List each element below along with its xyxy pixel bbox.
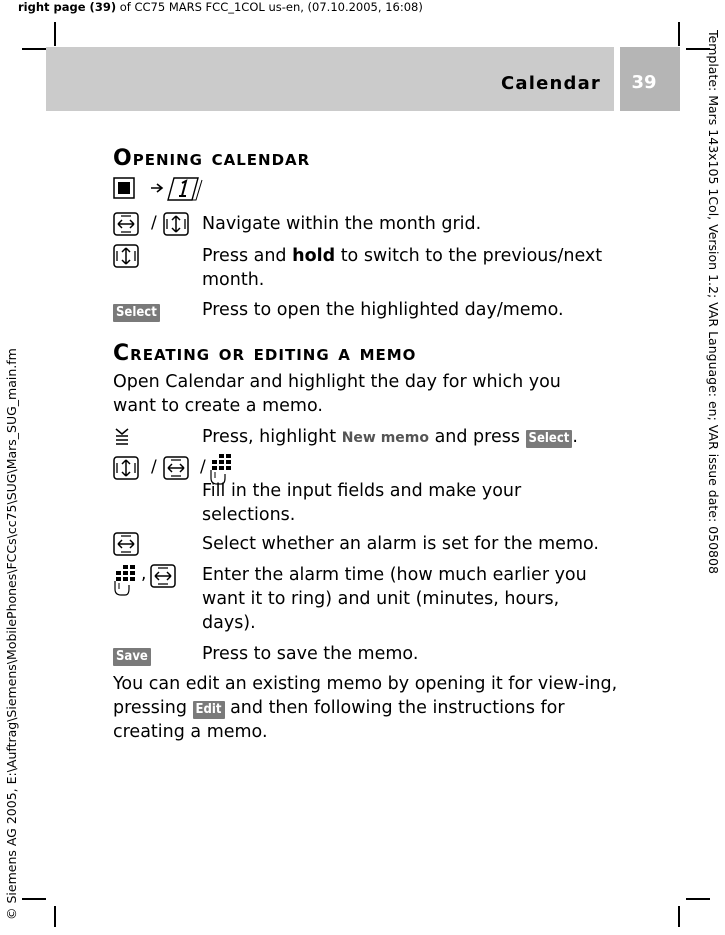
separator-slash: /	[151, 457, 157, 477]
crop-mark	[54, 22, 56, 46]
save-softkey: Save	[113, 645, 151, 666]
crop-mark	[22, 898, 46, 900]
menu-key-icon	[113, 177, 135, 203]
page-number: 39	[631, 72, 657, 93]
instruction-alarm-set: Select whether an alarm is set for the memo.	[202, 534, 599, 554]
crop-mark	[678, 906, 680, 927]
nav-key-left-right-icon	[163, 456, 189, 484]
arrow-right-icon	[150, 180, 166, 199]
instruction-hold: Press and hold to switch to the previous/next month.	[202, 246, 603, 290]
nav-key-up-down-icon	[113, 456, 139, 484]
instruction-navigate: Navigate within the month grid.	[202, 214, 482, 234]
select-softkey: Select	[113, 301, 160, 322]
section2-outro: You can edit an existing memo by opening it for view-ing, pressing Edit and then following the instructions for creating a memo.	[113, 674, 618, 742]
instruction-save: Press to save the memo.	[202, 644, 419, 664]
section-title-opening: Opening calendar	[113, 146, 311, 171]
print-info-line: right page (39) of CC75 MARS FCC_1COL us-en, (07.10.2005, 16:08)	[18, 0, 423, 14]
crop-mark	[686, 898, 710, 900]
keypad-icon	[111, 563, 141, 601]
instruction-alarm-time: Enter the alarm time (how much earlier you want it to ring) and unit (minutes, hours, days).	[202, 565, 587, 633]
options-menu-icon	[114, 426, 132, 450]
instruction-fill-fields: Fill in the input fields and make your selections.	[202, 481, 522, 525]
separator-slash: /	[200, 457, 206, 477]
nav-key-left-right-icon	[113, 212, 139, 240]
nav-key-left-right-icon	[113, 532, 139, 560]
separator-comma: ,	[141, 564, 147, 584]
instruction-new-memo: Press, highlight New memo and press Select .	[202, 427, 578, 447]
calendar-icon	[166, 174, 204, 208]
nav-key-up-down-icon	[163, 212, 189, 240]
template-info: Template: Mars 143x105 1Col, Version 1.2; VAR Language: en; VAR issue date: 050808	[706, 30, 721, 574]
instruction-open-day: Press to open the highlighted day/memo.	[202, 300, 564, 320]
chapter-title: Calendar	[500, 73, 601, 94]
section-title-creating: Creating or editing a memo	[113, 341, 417, 366]
nav-key-up-down-icon	[113, 244, 139, 272]
nav-key-left-right-icon	[150, 564, 176, 592]
crop-mark	[678, 22, 680, 46]
separator-slash: /	[151, 213, 157, 233]
section2-intro: Open Calendar and highlight the day for which you want to create a memo.	[113, 372, 561, 416]
crop-mark	[22, 48, 46, 50]
copyright-path: © Siemens AG 2005, E:\Auftrag\Siemens\MobilePhones\FCCs\cc75\SUG\Mars_SUG_main.fm	[4, 348, 19, 920]
